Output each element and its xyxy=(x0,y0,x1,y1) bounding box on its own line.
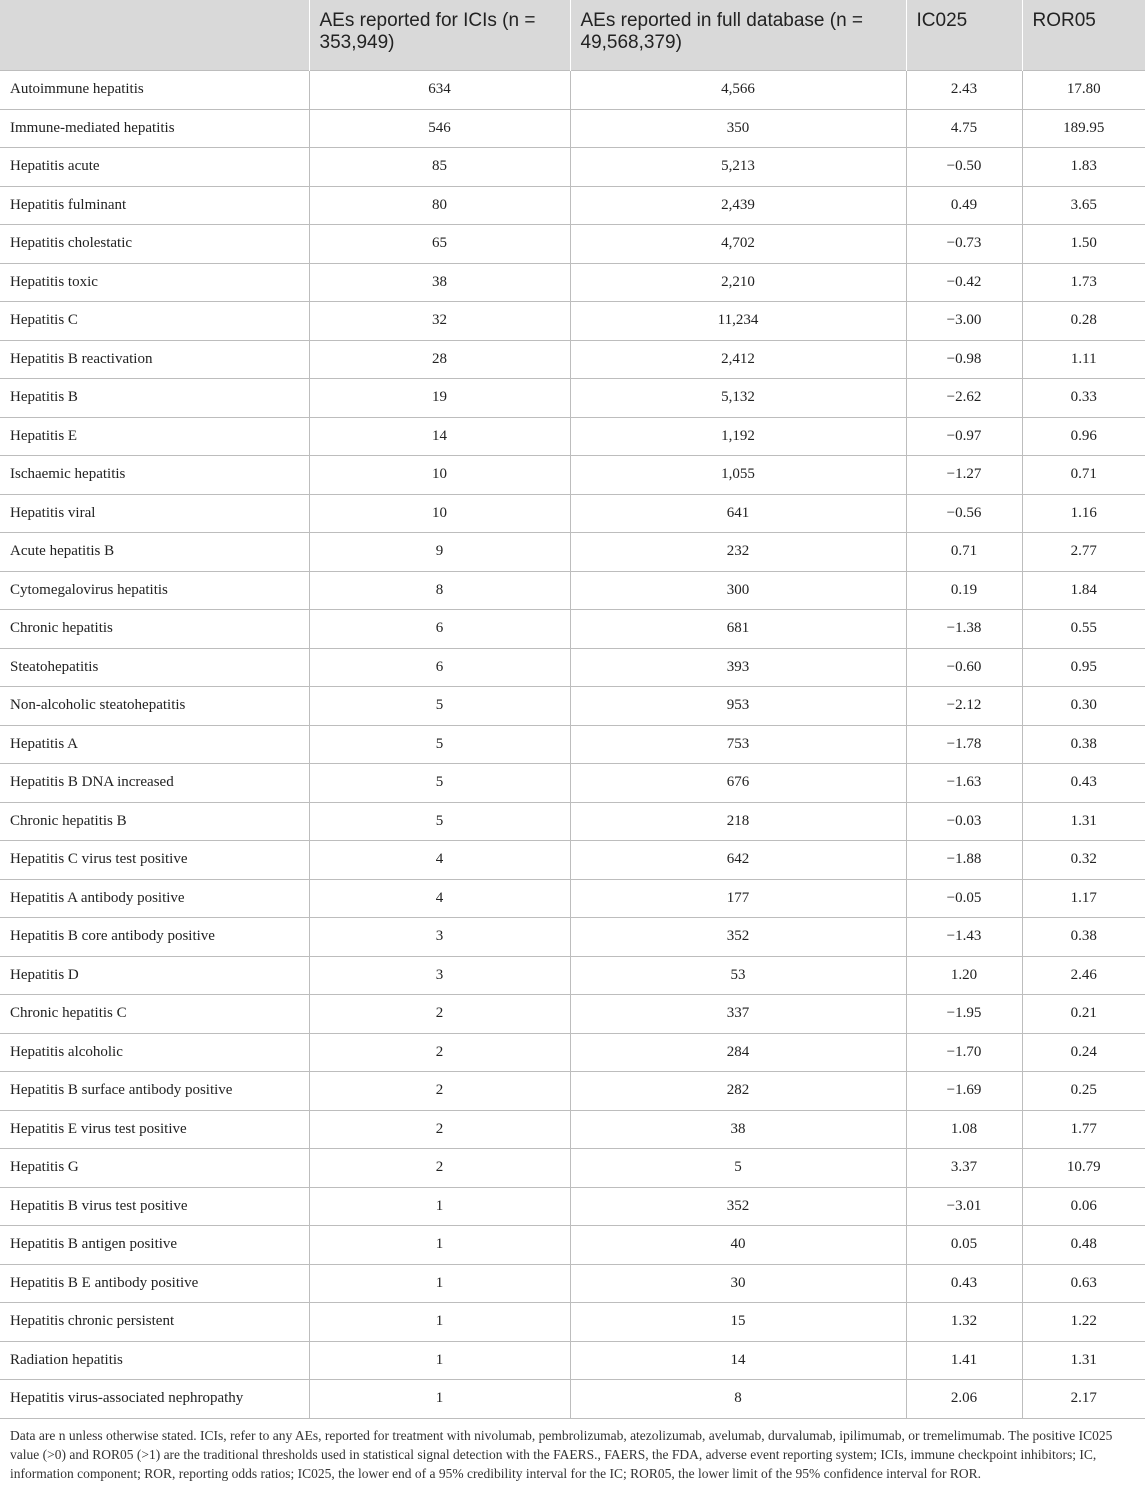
value-cell: 352 xyxy=(570,1187,906,1226)
value-cell: 642 xyxy=(570,841,906,880)
table-row xyxy=(0,1341,1145,1380)
table-row xyxy=(0,456,1145,495)
adverse-event-cell: Chronic hepatitis B xyxy=(0,802,309,841)
value-cell: 4 xyxy=(309,879,570,918)
value-cell: −1.63 xyxy=(906,764,1022,803)
adverse-event-cell: Hepatitis acute xyxy=(0,148,309,187)
table-row xyxy=(0,1149,1145,1188)
value-cell: 4,566 xyxy=(570,71,906,110)
table-row xyxy=(0,71,1145,110)
value-cell: 4 xyxy=(309,841,570,880)
value-cell: 2 xyxy=(309,1072,570,1111)
adverse-event-cell: Immune-mediated hepatitis xyxy=(0,109,309,148)
adverse-event-cell: Hepatitis B surface antibody positive xyxy=(0,1072,309,1111)
value-cell: 2,210 xyxy=(570,263,906,302)
adverse-event-cell: Hepatitis D xyxy=(0,956,309,995)
value-cell: −0.98 xyxy=(906,340,1022,379)
value-cell: 2,439 xyxy=(570,186,906,225)
value-cell: 15 xyxy=(570,1303,906,1342)
value-cell: 8 xyxy=(309,571,570,610)
value-cell: 6 xyxy=(309,610,570,649)
value-cell: 0.95 xyxy=(1022,648,1145,687)
adverse-event-cell: Hepatitis B xyxy=(0,379,309,418)
value-cell: 2.46 xyxy=(1022,956,1145,995)
table-row xyxy=(0,571,1145,610)
table-row xyxy=(0,802,1145,841)
value-cell: 2 xyxy=(309,1149,570,1188)
value-cell: 3 xyxy=(309,956,570,995)
value-cell: 0.25 xyxy=(1022,1072,1145,1111)
adverse-event-cell: Hepatitis C virus test positive xyxy=(0,841,309,880)
value-cell: 2 xyxy=(309,995,570,1034)
value-cell: 0.06 xyxy=(1022,1187,1145,1226)
value-cell: 282 xyxy=(570,1072,906,1111)
value-cell: −0.60 xyxy=(906,648,1022,687)
table-row xyxy=(0,1072,1145,1111)
adverse-event-cell: Hepatitis B reactivation xyxy=(0,340,309,379)
value-cell: 634 xyxy=(309,71,570,110)
value-cell: 1.31 xyxy=(1022,1341,1145,1380)
value-cell: 1.32 xyxy=(906,1303,1022,1342)
table-footnote: Data are n unless otherwise stated. ICIs, refer to any AEs, reported for treatment with nivolumab, pembrolizumab, atezolizumab, avelumab, durvalumab, ipilimumab, or tremelimumab. The positive IC025 value (>0) and ROR05 (>1) are the traditional thresholds used in statistical signal detection with the FAERS., FAERS, the FDA, adverse event reporting system; ICIs, immune checkpoint inhibitors; IC, information component; ROR, reporting odds ratios; IC025, the lower end of a 95% credibility interval for the IC; ROR05, the lower limit of the 95% confidence interval for ROR. xyxy=(10,1427,1113,1481)
value-cell: −1.27 xyxy=(906,456,1022,495)
adverse-event-cell: Non-alcoholic steatohepatitis xyxy=(0,687,309,726)
adverse-event-cell: Hepatitis virus-associated nephropathy xyxy=(0,1380,309,1419)
value-cell: 1 xyxy=(309,1380,570,1419)
adverse-event-cell: Hepatitis B core antibody positive xyxy=(0,918,309,957)
adverse-event-cell: Hepatitis B antigen positive xyxy=(0,1226,309,1265)
value-cell: 10.79 xyxy=(1022,1149,1145,1188)
adverse-event-cell: Hepatitis E virus test positive xyxy=(0,1110,309,1149)
table-row xyxy=(0,1226,1145,1265)
adverse-event-cell: Cytomegalovirus hepatitis xyxy=(0,571,309,610)
value-cell: 1.50 xyxy=(1022,225,1145,264)
value-cell: 300 xyxy=(570,571,906,610)
value-cell: −2.12 xyxy=(906,687,1022,726)
value-cell: 1 xyxy=(309,1303,570,1342)
table-row xyxy=(0,340,1145,379)
value-cell: 2 xyxy=(309,1033,570,1072)
value-cell: 17.80 xyxy=(1022,71,1145,110)
table-row xyxy=(0,841,1145,880)
value-cell: 3.65 xyxy=(1022,186,1145,225)
value-cell: 0.24 xyxy=(1022,1033,1145,1072)
adverse-event-cell: Acute hepatitis B xyxy=(0,533,309,572)
value-cell: 38 xyxy=(309,263,570,302)
value-cell: 681 xyxy=(570,610,906,649)
value-cell: 2.43 xyxy=(906,71,1022,110)
table-row xyxy=(0,417,1145,456)
adverse-event-cell: Hepatitis cholestatic xyxy=(0,225,309,264)
value-cell: 5 xyxy=(309,802,570,841)
value-cell: 4.75 xyxy=(906,109,1022,148)
table-row xyxy=(0,1380,1145,1419)
header-cell: ROR05 xyxy=(1022,0,1145,71)
adverse-event-cell: Radiation hepatitis xyxy=(0,1341,309,1380)
value-cell: 5,132 xyxy=(570,379,906,418)
value-cell: 2,412 xyxy=(570,340,906,379)
value-cell: 0.38 xyxy=(1022,725,1145,764)
value-cell: 6 xyxy=(309,648,570,687)
value-cell: 19 xyxy=(309,379,570,418)
value-cell: 1.08 xyxy=(906,1110,1022,1149)
table-row xyxy=(0,379,1145,418)
header-cell: AEs reported in full database (n = 49,568,379) xyxy=(570,0,906,71)
value-cell: 2.06 xyxy=(906,1380,1022,1419)
value-cell: 0.43 xyxy=(1022,764,1145,803)
value-cell: −2.62 xyxy=(906,379,1022,418)
value-cell: 0.28 xyxy=(1022,302,1145,341)
adverse-event-cell: Chronic hepatitis C xyxy=(0,995,309,1034)
table-row xyxy=(0,764,1145,803)
adverse-event-cell: Steatohepatitis xyxy=(0,648,309,687)
adverse-event-cell: Hepatitis A xyxy=(0,725,309,764)
value-cell: 1.16 xyxy=(1022,494,1145,533)
value-cell: 10 xyxy=(309,456,570,495)
table-row xyxy=(0,918,1145,957)
value-cell: −1.38 xyxy=(906,610,1022,649)
value-cell: 0.48 xyxy=(1022,1226,1145,1265)
value-cell: −3.01 xyxy=(906,1187,1022,1226)
table-row xyxy=(0,1033,1145,1072)
value-cell: 0.71 xyxy=(906,533,1022,572)
value-cell: −1.43 xyxy=(906,918,1022,957)
value-cell: 1,055 xyxy=(570,456,906,495)
value-cell: 30 xyxy=(570,1264,906,1303)
adverse-event-cell: Hepatitis chronic persistent xyxy=(0,1303,309,1342)
value-cell: 676 xyxy=(570,764,906,803)
table-row xyxy=(0,725,1145,764)
table-row xyxy=(0,1187,1145,1226)
value-cell: 284 xyxy=(570,1033,906,1072)
header-cell: IC025 xyxy=(906,0,1022,71)
value-cell: 53 xyxy=(570,956,906,995)
value-cell: 1.20 xyxy=(906,956,1022,995)
value-cell: 1 xyxy=(309,1187,570,1226)
value-cell: 5 xyxy=(309,687,570,726)
value-cell: 1.17 xyxy=(1022,879,1145,918)
table-row xyxy=(0,687,1145,726)
table-row xyxy=(0,956,1145,995)
value-cell: 0.71 xyxy=(1022,456,1145,495)
adverse-event-cell: Hepatitis A antibody positive xyxy=(0,879,309,918)
value-cell: 65 xyxy=(309,225,570,264)
value-cell: −0.50 xyxy=(906,148,1022,187)
value-cell: 0.96 xyxy=(1022,417,1145,456)
table-row xyxy=(0,995,1145,1034)
value-cell: 352 xyxy=(570,918,906,957)
value-cell: 1.83 xyxy=(1022,148,1145,187)
value-cell: 753 xyxy=(570,725,906,764)
value-cell: 9 xyxy=(309,533,570,572)
value-cell: 177 xyxy=(570,879,906,918)
value-cell: 3 xyxy=(309,918,570,957)
adverse-event-cell: Hepatitis C xyxy=(0,302,309,341)
value-cell: 0.30 xyxy=(1022,687,1145,726)
value-cell: 1.31 xyxy=(1022,802,1145,841)
adverse-event-cell: Autoimmune hepatitis xyxy=(0,71,309,110)
value-cell: 10 xyxy=(309,494,570,533)
value-cell: 0.38 xyxy=(1022,918,1145,957)
value-cell: 3.37 xyxy=(906,1149,1022,1188)
value-cell: 0.63 xyxy=(1022,1264,1145,1303)
value-cell: 1 xyxy=(309,1264,570,1303)
table-row xyxy=(0,648,1145,687)
table-row xyxy=(0,879,1145,918)
table-row xyxy=(0,533,1145,572)
value-cell: −1.70 xyxy=(906,1033,1022,1072)
value-cell: 38 xyxy=(570,1110,906,1149)
value-cell: 546 xyxy=(309,109,570,148)
table-row xyxy=(0,1110,1145,1149)
value-cell: −0.97 xyxy=(906,417,1022,456)
adverse-event-cell: Hepatitis fulminant xyxy=(0,186,309,225)
value-cell: 953 xyxy=(570,687,906,726)
value-cell: 1 xyxy=(309,1226,570,1265)
value-cell: 337 xyxy=(570,995,906,1034)
table-row xyxy=(0,263,1145,302)
table-row xyxy=(0,610,1145,649)
adverse-event-cell: Hepatitis G xyxy=(0,1149,309,1188)
table-row xyxy=(0,225,1145,264)
value-cell: −0.42 xyxy=(906,263,1022,302)
value-cell: 5 xyxy=(309,725,570,764)
header-cell xyxy=(0,0,309,71)
value-cell: 5 xyxy=(570,1149,906,1188)
table-row xyxy=(0,148,1145,187)
value-cell: 2.17 xyxy=(1022,1380,1145,1419)
value-cell: −0.03 xyxy=(906,802,1022,841)
value-cell: 11,234 xyxy=(570,302,906,341)
value-cell: 1,192 xyxy=(570,417,906,456)
value-cell: 0.05 xyxy=(906,1226,1022,1265)
value-cell: 85 xyxy=(309,148,570,187)
value-cell: 2.77 xyxy=(1022,533,1145,572)
header-cell: AEs reported for ICIs (n = 353,949) xyxy=(309,0,570,71)
adverse-event-cell: Hepatitis B E antibody positive xyxy=(0,1264,309,1303)
value-cell: 8 xyxy=(570,1380,906,1419)
table-row xyxy=(0,494,1145,533)
value-cell: 641 xyxy=(570,494,906,533)
value-cell: −0.05 xyxy=(906,879,1022,918)
table-row xyxy=(0,1264,1145,1303)
value-cell: −1.88 xyxy=(906,841,1022,880)
table-row xyxy=(0,302,1145,341)
adverse-event-cell: Chronic hepatitis xyxy=(0,610,309,649)
value-cell: 80 xyxy=(309,186,570,225)
value-cell: 28 xyxy=(309,340,570,379)
value-cell: 0.33 xyxy=(1022,379,1145,418)
value-cell: 5,213 xyxy=(570,148,906,187)
value-cell: 14 xyxy=(309,417,570,456)
value-cell: 1.84 xyxy=(1022,571,1145,610)
value-cell: 2 xyxy=(309,1110,570,1149)
value-cell: 0.21 xyxy=(1022,995,1145,1034)
value-cell: 1.73 xyxy=(1022,263,1145,302)
value-cell: 1.11 xyxy=(1022,340,1145,379)
value-cell: −0.56 xyxy=(906,494,1022,533)
value-cell: 0.43 xyxy=(906,1264,1022,1303)
adverse-event-cell: Hepatitis B DNA increased xyxy=(0,764,309,803)
table-row xyxy=(0,1303,1145,1342)
adverse-event-cell: Hepatitis toxic xyxy=(0,263,309,302)
value-cell: 0.55 xyxy=(1022,610,1145,649)
table-row xyxy=(0,109,1145,148)
value-cell: 1.41 xyxy=(906,1341,1022,1380)
value-cell: 218 xyxy=(570,802,906,841)
value-cell: 14 xyxy=(570,1341,906,1380)
value-cell: 1.22 xyxy=(1022,1303,1145,1342)
table-row xyxy=(0,186,1145,225)
value-cell: 5 xyxy=(309,764,570,803)
value-cell: 32 xyxy=(309,302,570,341)
header-row xyxy=(0,0,1145,71)
value-cell: 0.32 xyxy=(1022,841,1145,880)
value-cell: 1 xyxy=(309,1341,570,1380)
value-cell: 4,702 xyxy=(570,225,906,264)
value-cell: 232 xyxy=(570,533,906,572)
value-cell: 0.19 xyxy=(906,571,1022,610)
adverse-event-cell: Hepatitis viral xyxy=(0,494,309,533)
value-cell: −0.73 xyxy=(906,225,1022,264)
value-cell: −1.69 xyxy=(906,1072,1022,1111)
value-cell: 393 xyxy=(570,648,906,687)
value-cell: −1.78 xyxy=(906,725,1022,764)
value-cell: 1.77 xyxy=(1022,1110,1145,1149)
value-cell: 40 xyxy=(570,1226,906,1265)
value-cell: 189.95 xyxy=(1022,109,1145,148)
value-cell: 350 xyxy=(570,109,906,148)
adverse-event-cell: Hepatitis B virus test positive xyxy=(0,1187,309,1226)
adverse-event-cell: Hepatitis E xyxy=(0,417,309,456)
adverse-event-cell: Hepatitis alcoholic xyxy=(0,1033,309,1072)
value-cell: −1.95 xyxy=(906,995,1022,1034)
value-cell: 0.49 xyxy=(906,186,1022,225)
table-body xyxy=(0,71,1145,1419)
adverse-event-cell: Ischaemic hepatitis xyxy=(0,456,309,495)
value-cell: −3.00 xyxy=(906,302,1022,341)
